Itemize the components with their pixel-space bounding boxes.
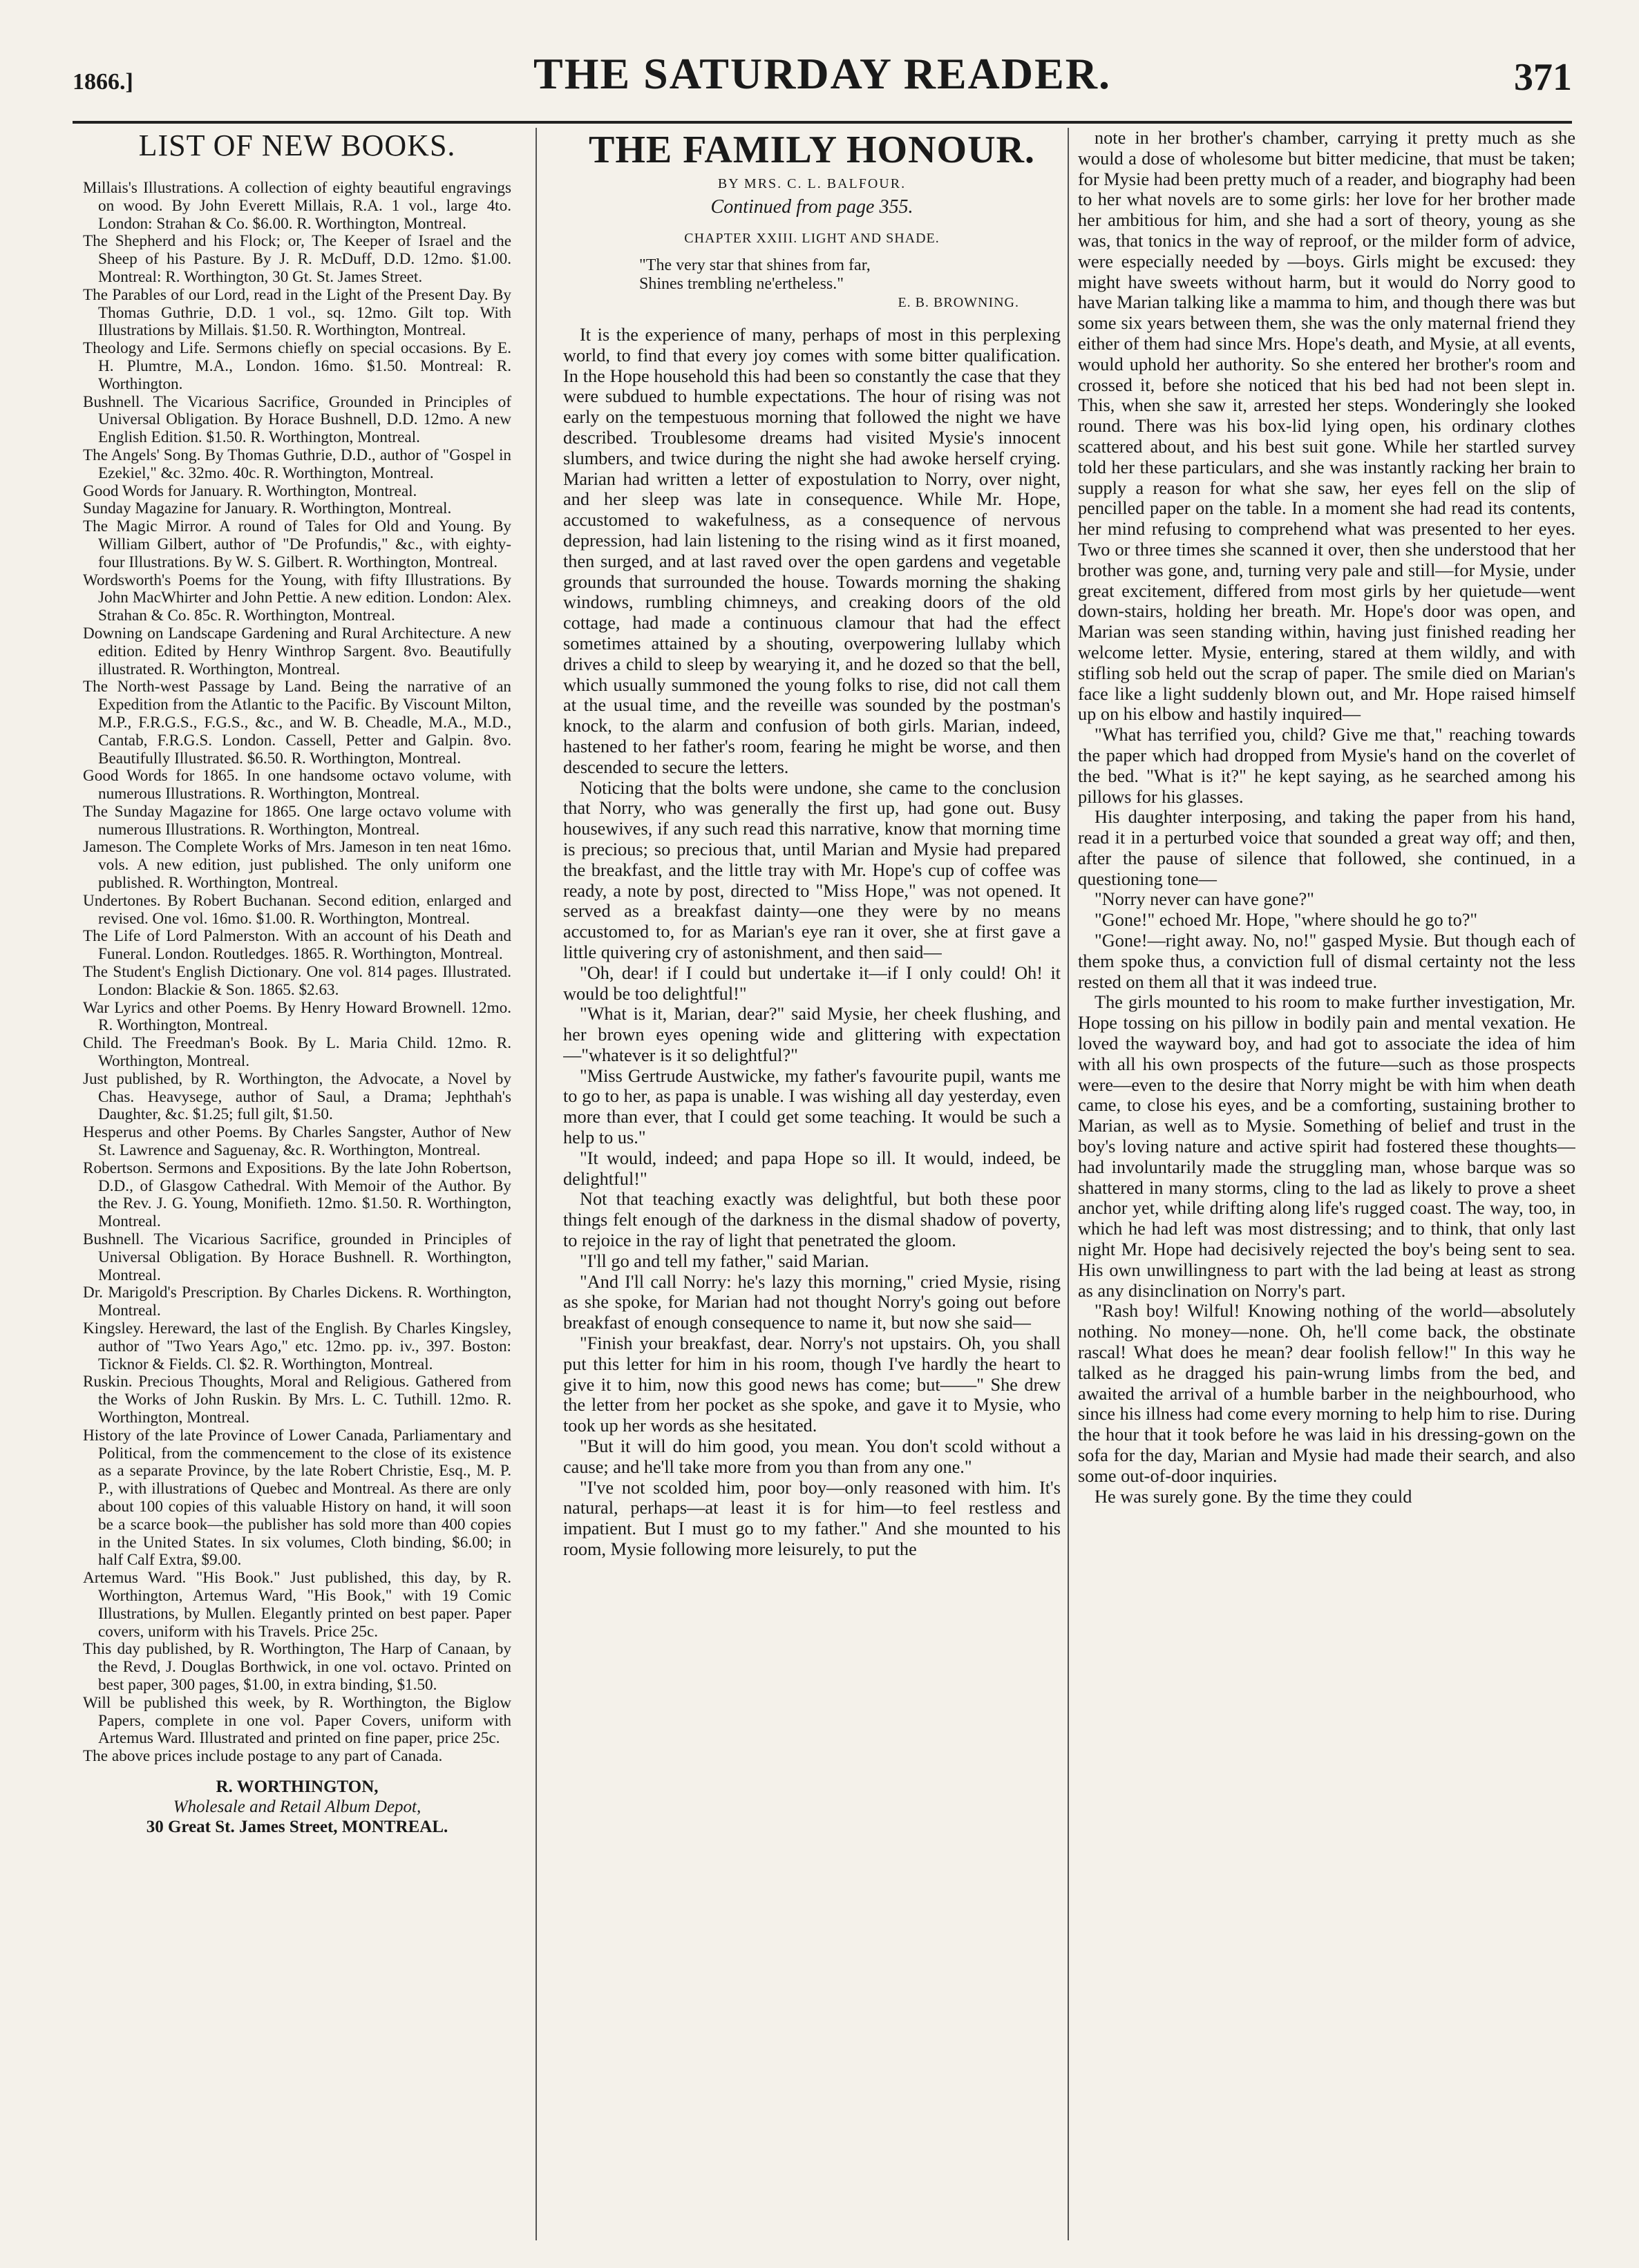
story-paragraph: "I've not scolded him, poor boy—only reasoned with him. It's natural, perhaps—at least it is for him—to feel restless and impatient. But I must go to my father." And she mounted to his room, Mysie following more leisurely, to put the <box>563 1477 1061 1560</box>
masthead-title: THE SATURDAY READER. <box>533 49 1111 98</box>
story-title: THE FAMILY HONOUR. <box>589 128 1035 171</box>
book-entry: The Life of Lord Palmerston. With an account of his Death and Funeral. London. Routledges. 1865. R. Worthington, Montreal. <box>83 927 511 964</box>
book-entry: The Magic Mirror. A round of Tales for Old and Young. By William Gilbert, author of "De Profundis," &c., with eighty-four Illustrations. By W. S. Gilbert. R. Worthington, Montreal. <box>83 517 511 571</box>
story-paragraph: "I'll go and tell my father," said Marian. <box>580 1250 869 1271</box>
book-entry: Theology and Life. Sermons chiefly on special occasions. By E. H. Plumtre, M.A., London. 16mo. $1.50. Montreal: R. Worthington. <box>83 339 511 393</box>
story-paragraph: "What has terrified you, child? Give me that," reaching towards the paper which had dropped from Mysie's hand on the coverlet of the bed. "What is it?" he kept saying, as he searched among his pillows for his glasses. <box>1078 725 1575 807</box>
book-entry: The North-west Passage by Land. Being the narrative of an Expedition from the Atlantic to the Pacific. By Viscount Milton, M.P., F.R.G.S., F.G.S., &c., and W. B. Cheadle, M.A., M.D., Cantab, F.R.G.S. London. Cassell, Petter and Galpin. 8vo. Beautifully Illustrated. $6.50. R. Worthington, Montreal. <box>83 678 511 768</box>
book-entry: Jameson. The Complete Works of Mrs. Jameson in ten neat 16mo. vols. A new edition, just published. The only uniform one published. R. Worthington, Montreal. <box>83 838 511 893</box>
book-entry: Hesperus and other Poems. By Charles Sangster, Author of New St. Lawrence and Saguenay, &c. R. Worthington, Montreal. <box>83 1123 511 1160</box>
epigraph-line: Shines trembling ne'ertheless." <box>639 275 844 293</box>
book-entry: The Angels' Song. By Thomas Guthrie, D.D., author of "Gospel in Ezekiel," &c. 32mo. 40c. R. Worthington, Montreal. <box>83 446 511 482</box>
book-entry: Bushnell. The Vicarious Sacrifice, Grounded in Principles of Universal Obligation. By Horace Bushnell, D.D. 12mo. A new English Edition. $1.50. R. Worthington, Montreal. <box>83 392 511 447</box>
story-paragraph: "Norry never can have gone?" <box>1095 889 1314 910</box>
column-divider <box>536 128 537 2240</box>
book-entry: Millais's Illustrations. A collection of eighty beautiful engravings on wood. By John Everett Millais, R.A. 1 vol., large 4to. London: Strahan & Co. $6.00. R. Worthington, Montreal. <box>83 179 511 233</box>
books-heading: LIST OF NEW BOOKS. <box>138 128 456 162</box>
book-entry: The above prices include postage to any part of Canada. <box>83 1747 443 1766</box>
story-paragraph: Noticing that the bolts were undone, she came to the conclusion that Norry, who was generally the first up, had gone out. Busy housewives, if any such read this narrative, know that morning time is precious; so precious that, until Marian and Mysie had prepared the breakfast, and the little tray with Mr. Hope's cup of coffee was ready, a note by post, directed to "Miss Hope," was not opened. It served as a breakfast dainty—one they were by no means accustomed to, for as Marian's eye ran it over, she at first gave a little quivering cry of astonishment, and then said— <box>563 777 1061 962</box>
chapter-heading: CHAPTER XXIII. LIGHT AND SHADE. <box>684 231 940 246</box>
book-entry: Child. The Freedman's Book. By L. Maria Child. 12mo. R. Worthington, Montreal. <box>83 1034 511 1071</box>
story-paragraph: "Finish your breakfast, dear. Norry's not upstairs. Oh, you shall put this letter for him in his room, though I've hardly the heart to give it to him, now this good news has come; but——" She drew the letter from her pocket as she spoke, and gave it to Mysie, who took up her words as she hesitated. <box>563 1333 1061 1436</box>
book-entry: Ruskin. Precious Thoughts, Moral and Religious. Gathered from the Works of John Ruskin. By Mrs. L. C. Tuthill. 12mo. R. Worthington, Montreal. <box>83 1373 511 1427</box>
book-entry: Kingsley. Hereward, the last of the English. By Charles Kingsley, author of "Two Years Ago," etc. 12mo. pp. iv., 397. Boston: Ticknor & Fields. Cl. $2. R. Worthington, Montreal. <box>83 1319 511 1373</box>
book-entry: Robertson. Sermons and Expositions. By the late John Robertson, D.D., of Glasgow Cathedral. With Memoir of the Author. By the Rev. J. G. Young, Monifieth. 12mo. $1.50. R. Worthington, Montreal. <box>83 1159 511 1231</box>
book-entry: The Parables of our Lord, read in the Light of the Present Day. By Thomas Guthrie, D.D. 1 vol., sq. 12mo. Gilt top. With Illustrations by Millais. $1.50. R. Worthington, Montreal. <box>83 285 511 340</box>
story-paragraph: "But it will do him good, you mean. You don't scold without a cause; and he'll take more from you than from any one." <box>563 1436 1061 1477</box>
book-entry: This day published, by R. Worthington, The Harp of Canaan, by the Revd, J. Douglas Borthwick, in one vol. octavo. Printed on best paper, 300 pages, $1.00, in extra binding, $1.50. <box>83 1640 511 1694</box>
book-entry: Bushnell. The Vicarious Sacrifice, grounded in Principles of Universal Obligation. By Horace Bushnell. R. Worthington, Montreal. <box>83 1230 511 1284</box>
page-number: 371 <box>1514 56 1572 99</box>
story-paragraph: His daughter interposing, and taking the paper from his hand, read it in a perturbed voice that sounded a great way off; and then, after the pause of silence that followed, she continued, in a questioning tone— <box>1078 807 1575 889</box>
masthead-year: 1866.] <box>73 69 133 95</box>
book-entry: Good Words for January. R. Worthington, Montreal. <box>83 482 417 500</box>
book-list <box>83 180 511 1766</box>
story-paragraph: note in her brother's chamber, carrying it pretty much as she would a dose of wholesome but bitter medicine, that must be taken; for Mysie had been pretty much of a reader, and biography had been to her what novels are to some girls: her love for her brother made her ambitious for him, and she had a sort of theory, young as she was, that tonics in the way of reproof, or the milder form of advice, were especially needed by —boys. Girls might be excused: they might have sweets without harm, but it would do Norry good to have Marian talking like a mamma to him, and though there was but some six years between them, she was the only maternal friend they either of them had since Mrs. Hope's death, and Mysie, at all events, would uphold her authority. So she entered her brother's room and crossed it, before she noticed that his bed had not been slept in. This, when she saw it, arrested her steps. Wonderingly she looked round. There was his box-lid lying open, his ordinary clothes scattered about, and his best suit gone. While her startled survey told her these particulars, and she was instantly racking her brain to supply a reason for what she saw, her eyes fell on the slip of pencilled paper on the table. In a moment she had read its contents, her mind refusing to comprehend what was presented to her eyes. Two or three times she scanned it over, then she understood that her brother was gone, and, turning very pale and still—for Mysie, under great excitement, differed from most girls by her quietude—went down-stairs, holding her breath. Mr. Hope's door was open, and Marian was seen standing within, having just finished reading her welcome letter. Mysie, entering, stared at them wildly, and with stifling sob held out the scrap of paper. The smile died on Marian's face like a light suddenly blown out, and Mr. Hope raised himself up on his elbow and hastily inquired— <box>1078 128 1575 725</box>
book-entry: The Student's English Dictionary. One vol. 814 pages. Illustrated. London: Blackie & Son. 1865. $2.63. <box>83 963 511 999</box>
book-entry: Will be published this week, by R. Worthington, the Biglow Papers, complete in one vol. Paper Covers, uniform with Artemus Ward. Illustrated and printed on fine paper, price 25c. <box>83 1693 511 1748</box>
story-paragraph: It is the experience of many, perhaps of most in this perplexing world, to find that every joy comes with some bitter qualification. In the Hope household this had been so constantly the case that they were subdued to humble expectations. The hour of rising was not early on the tempestuous morning that followed the night we have described. Troublesome dreams had visited Mysie's innocent slumbers, and twice during the night she had awoke herself crying. Marian had written a letter of expostulation to Norry, over night, and her sleep was late in consequence. While Mr. Hope, accustomed to wakefulness, as a consequence of nervous depression, had lain listening to the rising wind as it first moaned, then surged, and at last raved over the open gardens and vegetable grounds that surrounded the house. Towards morning the shaking windows, rumbling chimneys, and creaking doors of the old cottage, had made a continuous clamour that had the effect sometimes attained by a shouting, overpowering lullaby which drives a child to sleep by wearying it, and he dozed so that the bell, which usually summoned the young folks to rise, did not call them at the usual time, and the reveille was sounded by the postman's knock, to the alarm and confusion of both girls. Marian, indeed, hastened to her father's room, fearing he might be worse, and then descended to secure the letters. <box>563 325 1061 777</box>
publisher-address: 30 Great St. James Street, MONTREAL. <box>146 1817 448 1836</box>
story-paragraph: The girls mounted to his room to make further investigation, Mr. Hope tossing on his pillow in bodily pain and mental vexation. He loved the wayward boy, and had got to associate the idea of him with all his own prospects of the future—such as those prospects were—even to the desire that Norry might be with him when death came, to close his eyes, and be a comforting, sustaining brother to Marian, as well as to Mysie. Something of belief and trust in the boy's loving nature and active spirit had fostered these thoughts—had involuntarily made the struggling man, whose barque was so shattered in many storms, cling to the lad as likely to prove a sheet anchor yet, while drifting along life's rugged coast. The way, too, in which he had left was most distressing; and to think, that only last night Mr. Hope had decisively rejected the boy's being sent to sea. His own unwillingness to part with the lad being at least as strong as any disinclination on Norry's part. <box>1078 992 1575 1301</box>
masthead <box>73 28 1572 104</box>
story-column-1 <box>563 128 1061 2240</box>
story-paragraph: "Oh, dear! if I could but undertake it—if I only could! Oh! it would be too delightful!" <box>563 962 1061 1004</box>
books-column <box>83 128 511 2240</box>
story-paragraph: "Gone!" echoed Mr. Hope, "where should he go to?" <box>1095 910 1478 931</box>
epigraph <box>563 256 1061 312</box>
story-paragraph: "And I'll call Norry: he's lazy this morning," cried Mysie, rising as she spoke, for Marian had not thought Norry's going out before breakfast of enough consequence to name it, but now she said— <box>563 1271 1061 1333</box>
publisher-subtitle: Wholesale and Retail Album Depot, <box>173 1797 421 1816</box>
epigraph-line: "The very star that shines from far, <box>639 256 871 274</box>
publisher-block <box>83 1777 511 1837</box>
book-entry: Undertones. By Robert Buchanan. Second edition, enlarged and revised. One vol. 16mo. $1.00. R. Worthington, Montreal. <box>83 891 511 928</box>
story-body <box>563 325 1061 1560</box>
story-paragraph: Not that teaching exactly was delightful, but both these poor things felt enough of the darkness in the dismal shadow of poverty, to rejoice in the ray of light that penetrated the gloom. <box>563 1189 1061 1251</box>
book-entry: Dr. Marigold's Prescription. By Charles Dickens. R. Worthington, Montreal. <box>83 1284 511 1320</box>
publisher-name: R. WORTHINGTON, <box>216 1777 379 1796</box>
story-column-2 <box>1078 128 1575 2240</box>
story-paragraph: "Miss Gertrude Austwicke, my father's favourite pupil, wants me to go to her, as papa is unable. I was wishing all day yesterday, even more than ever, that I could get some teaching. It would be such a help to us." <box>563 1065 1061 1148</box>
book-entry: Artemus Ward. "His Book." Just published, this day, by R. Worthington, Artemus Ward, "His Book," with 19 Comic Illustrations, by Mullen. Elegantly printed on best paper. Paper covers, uniform with his Travels. Price 25c. <box>83 1569 511 1641</box>
book-entry: The Sunday Magazine for 1865. One large octavo volume with numerous Illustrations. R. Worthington, Montreal. <box>83 802 511 839</box>
book-entry: History of the late Province of Lower Canada, Parliamentary and Political, from the commencement to the close of its existence as a separate Province, by the late Robert Christie, Esq., M. P. P., with illustrations of Quebec and Montreal. As there are only about 100 copies of this valuable History on hand, it will soon be a scarce book—the publisher has sold more than 400 copies in the United States. In six volumes, Cloth binding, $6.00; in half Calf Extra, $9.00. <box>83 1426 511 1570</box>
story-byline: BY MRS. C. L. BALFOUR. <box>717 176 907 191</box>
book-entry: Just published, by R. Worthington, the Advocate, a Novel by Chas. Heavysege, author of Saul, a Drama; Jephthah's Daughter, &c. $1.25; full gilt, $1.50. <box>83 1069 511 1124</box>
book-entry: Good Words for 1865. In one handsome octavo volume, with numerous Illustrations. R. Worthington, Montreal. <box>83 767 511 803</box>
book-entry: Downing on Landscape Gardening and Rural Architecture. A new edition. Edited by Henry Winthrop Sargent. 8vo. Beautifully illustrated. R. Worthington, Montreal. <box>83 624 511 678</box>
story-paragraph: He was surely gone. By the time they could <box>1095 1486 1412 1507</box>
epigraph-attribution: E. B. BROWNING. <box>898 295 1019 310</box>
story-paragraph: "Rash boy! Wilful! Knowing nothing of the world—absolutely nothing. No money—none. Oh, he'll come back, the obstinate rascal! What does he mean? dear foolish fellow!" In this way he talked as he dragged his pain-wrung limbs from the bed, and awaited the arrival of a humble barber in the neighbourhood, who since his illness had come every morning to help him to rise. During the hour that it took before he was laid in his dressing-gown on the sofa for the day, Marian and Mysie had made their search, and also some out-of-door inquiries. <box>1078 1301 1575 1486</box>
book-entry: The Shepherd and his Flock; or, The Keeper of Israel and the Sheep of his Pasture. By J. R. McDuff, D.D. 12mo. $1.00. Montreal: R. Worthington, 30 Gt. St. James Street. <box>83 232 511 286</box>
continued-note: Continued from page 355. <box>710 196 913 218</box>
story-body <box>1078 128 1575 1507</box>
masthead-rule <box>73 121 1572 124</box>
book-entry: Sunday Magazine for January. R. Worthington, Montreal. <box>83 499 452 518</box>
column-divider <box>1068 128 1069 2240</box>
story-paragraph: "Gone!—right away. No, no!" gasped Mysie. But though each of them spoke thus, a conviction full of dismal certainty not the less rested on them all that it was indeed true. <box>1078 931 1575 992</box>
story-paragraph: "What is it, Marian, dear?" said Mysie, her cheek flushing, and her brown eyes opening wide and glittering with expectation—"whatever is it so delightful?" <box>563 1004 1061 1065</box>
book-entry: Wordsworth's Poems for the Young, with fifty Illustrations. By John MacWhirter and John Pettie. A new edition. London: Alex. Strahan & Co. 85c. R. Worthington, Montreal. <box>83 571 511 625</box>
story-paragraph: "It would, indeed; and papa Hope so ill. It would, indeed, be delightful!" <box>563 1147 1061 1189</box>
book-entry: War Lyrics and other Poems. By Henry Howard Brownell. 12mo. R. Worthington, Montreal. <box>83 998 511 1035</box>
